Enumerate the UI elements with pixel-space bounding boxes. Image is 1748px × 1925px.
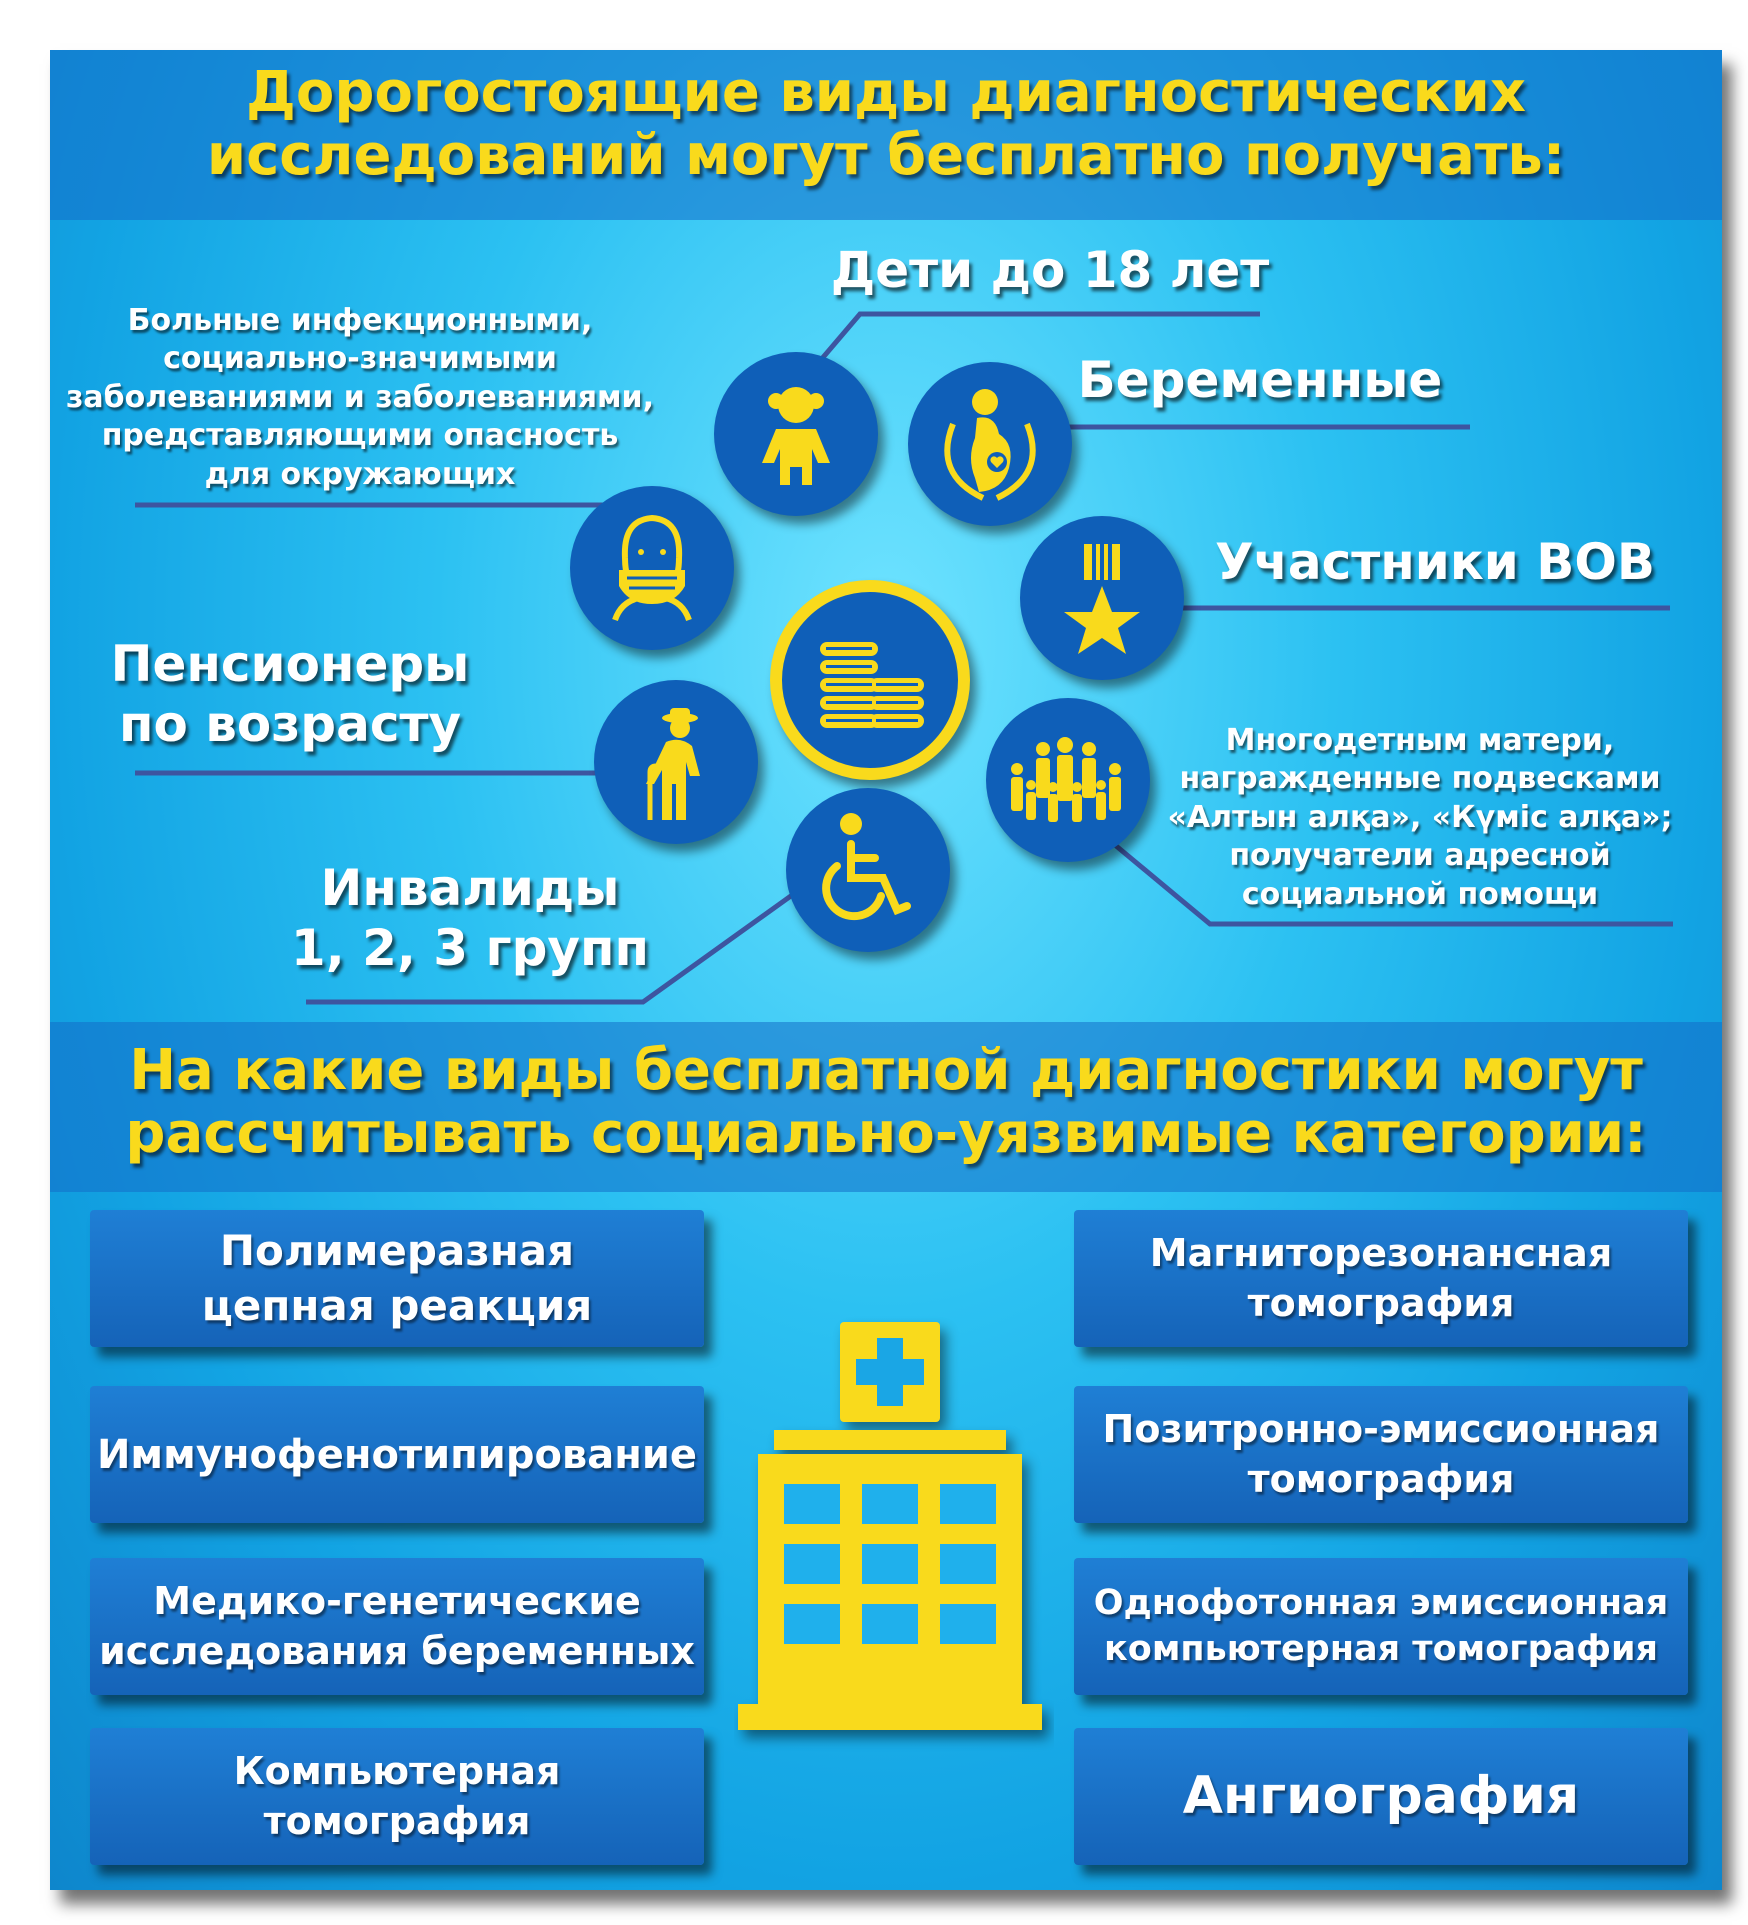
category-disabled-label xyxy=(250,858,690,978)
pet-line-1: Позитронно-эмиссионная xyxy=(1102,1407,1660,1452)
mothers-line-5: социальной помощи xyxy=(1241,876,1599,912)
category-pregnant-label: Беременные xyxy=(1077,351,1443,409)
mothers-line-1: Многодетным матери, xyxy=(1225,723,1615,758)
ct-line-2: томография xyxy=(263,1798,531,1843)
ct-line-1: Компьютерная xyxy=(233,1749,561,1794)
category-veterans-label: Участники ВОВ xyxy=(1215,533,1655,591)
diagnostic-angiography xyxy=(1074,1728,1688,1865)
disabled-line-2: 1, 2, 3 групп xyxy=(290,919,650,977)
section2-line-1: На какие виды бесплатной диагностики могут xyxy=(129,1038,1643,1103)
spect-line-2: компьютерная томография xyxy=(1104,1628,1658,1669)
immunophenotyping-line-1: Иммунофенотипирование xyxy=(96,1431,698,1478)
mothers-line-2: награжденные подвесками xyxy=(1179,761,1661,797)
category-pensioners-label xyxy=(80,634,500,754)
coins-icon xyxy=(770,580,970,780)
pregnant-woman-icon xyxy=(908,362,1072,526)
spect-line-1: Однофотонная эмиссионная xyxy=(1093,1583,1669,1623)
diagnostic-mri xyxy=(1074,1210,1688,1347)
elderly-person-icon xyxy=(594,680,758,844)
genetic-line-1: Медико-генетические xyxy=(153,1579,641,1624)
section2-title xyxy=(50,1040,1722,1165)
diagnostic-ct xyxy=(90,1728,704,1865)
pensioners-line-2: по возрасту xyxy=(118,695,462,753)
infectious-line-2: социально-значимыми xyxy=(163,341,557,377)
header-line-2: исследований могут бесплатно получать: xyxy=(206,122,1566,188)
infographic-frame xyxy=(50,50,1722,1890)
mri-line-2: томография xyxy=(1247,1280,1515,1325)
category-infectious-label xyxy=(50,302,670,494)
pensioners-line-1: Пенсионеры xyxy=(110,635,470,693)
hospital-building-icon xyxy=(734,1312,1054,1752)
diagnostic-medical-genetic xyxy=(90,1558,704,1695)
infectious-line-1: Больные инфекционными, xyxy=(127,303,593,338)
family-group-icon xyxy=(986,698,1150,862)
category-children-label: Дети до 18 лет xyxy=(830,241,1270,299)
pcr-line-1: Полимеразная xyxy=(219,1225,575,1275)
pet-line-2: томография xyxy=(1247,1456,1515,1501)
section2-line-2: рассчитывать социально-уязвимые категории: xyxy=(125,1100,1647,1166)
wheelchair-icon xyxy=(786,788,950,952)
header-line-1: Дорогостоящие виды диагностических xyxy=(246,60,1526,125)
disabled-line-1: Инвалиды xyxy=(320,859,620,917)
diagnostic-spect xyxy=(1074,1558,1688,1695)
child-icon xyxy=(714,352,878,516)
infectious-line-5: для окружающих xyxy=(204,456,516,492)
mothers-line-3: «Алтын алқа», «Күміс алқа»; xyxy=(1167,799,1673,835)
diagnostic-pcr xyxy=(90,1210,704,1347)
category-mothers-label xyxy=(1140,722,1700,914)
mri-line-1: Магниторезонансная xyxy=(1149,1231,1613,1276)
mothers-line-4: получатели адресной xyxy=(1229,838,1611,874)
pcr-line-2: цепная реакция xyxy=(201,1280,593,1330)
infectious-line-4: представляющими опасность xyxy=(101,418,619,454)
diagnostic-pet xyxy=(1074,1386,1688,1523)
angiography-line-1: Ангиография xyxy=(1182,1765,1580,1826)
medal-star-icon xyxy=(1020,516,1184,680)
genetic-line-2: исследования беременных xyxy=(99,1628,695,1673)
infectious-line-3: заболеваниями и заболеваниями, xyxy=(66,379,654,415)
diagnostic-immunophenotyping xyxy=(90,1386,704,1523)
face-mask-icon xyxy=(570,486,734,650)
